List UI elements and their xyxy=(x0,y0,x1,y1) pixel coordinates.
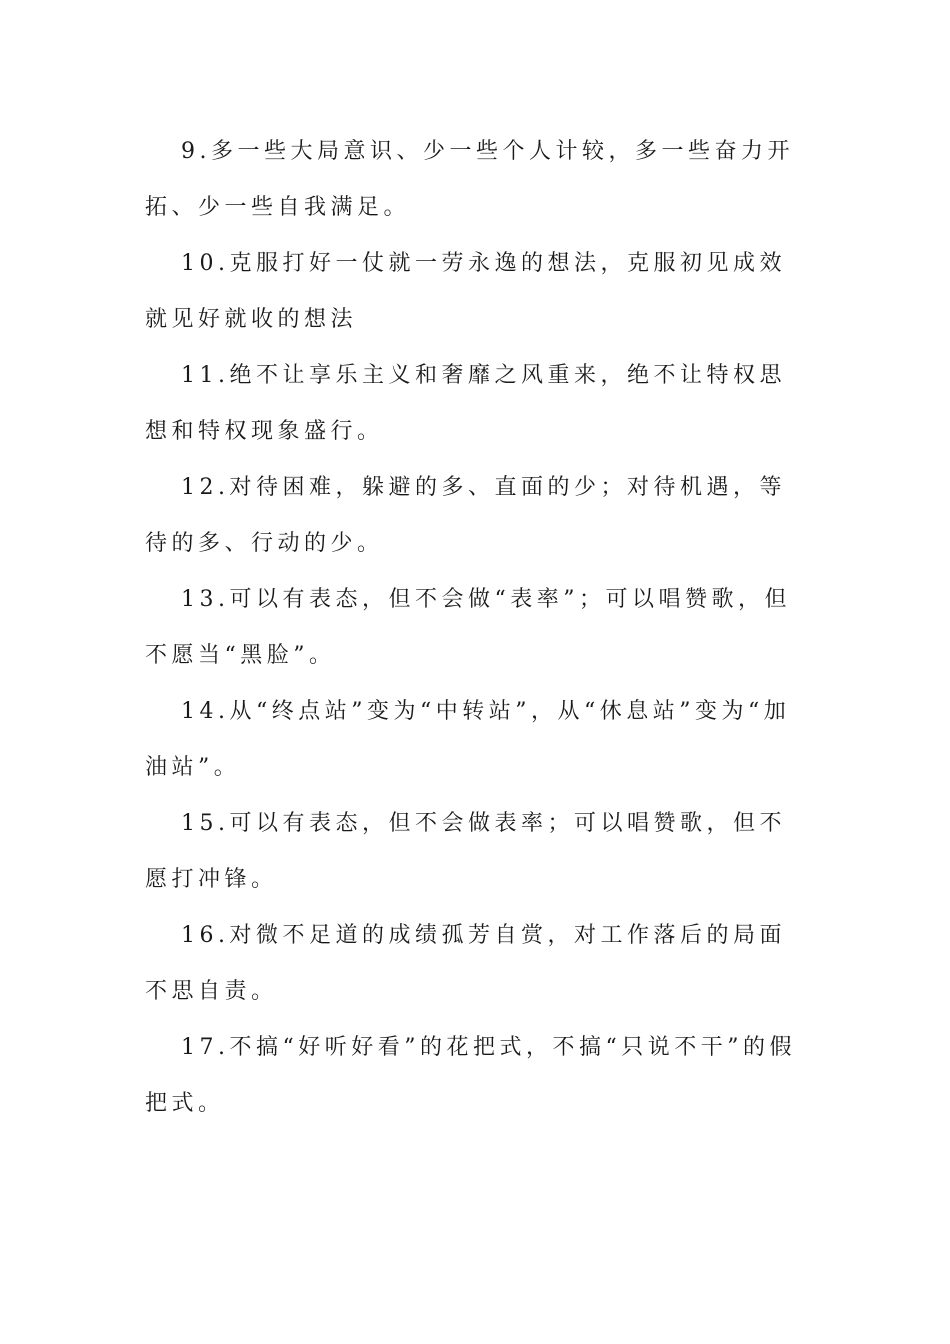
list-item: 17.不搞“好听好看”的花把式，不搞“只说不干”的假把式。 xyxy=(145,1035,796,1116)
list-item: 15.可以有表态，但不会做表率；可以唱赞歌，但不愿打冲锋。 xyxy=(145,811,786,892)
document-body xyxy=(145,124,807,1132)
list-item: 16.对微不足道的成绩孤芳自赏，对工作落后的局面不思自责。 xyxy=(145,923,786,1004)
list-item: 13.可以有表态，但不会做“表率”；可以唱赞歌，但不愿当“黑脸”。 xyxy=(145,587,791,668)
list-item: 10.克服打好一仗就一劳永逸的想法，克服初见成效就见好就收的想法 xyxy=(145,251,786,332)
list-item: 12.对待困难，躲避的多、直面的少；对待机遇，等待的多、行动的少。 xyxy=(145,475,786,556)
list-item: 11.绝不让享乐主义和奢靡之风重来，绝不让特权思想和特权现象盛行。 xyxy=(145,363,786,444)
list-item: 9.多一些大局意识、少一些个人计较，多一些奋力开拓、少一些自我满足。 xyxy=(145,139,794,220)
list-item: 14.从“终点站”变为“中转站”，从“休息站”变为“加油站”。 xyxy=(145,699,791,780)
